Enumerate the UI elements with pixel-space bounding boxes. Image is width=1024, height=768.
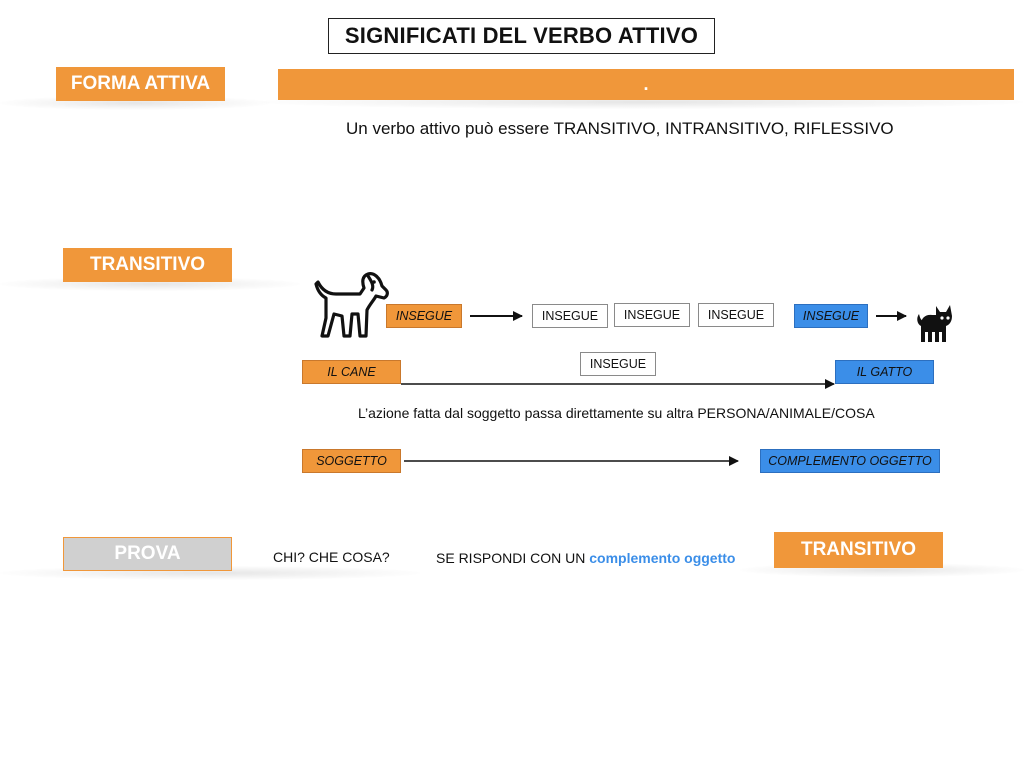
page-title: SIGNIFICATI DEL VERBO ATTIVO bbox=[328, 18, 715, 54]
prova-question: CHI? CHE COSA? bbox=[273, 549, 390, 565]
prova-result: TRANSITIVO bbox=[774, 532, 943, 568]
verb-chip-white-1: INSEGUE bbox=[532, 304, 608, 328]
prova-answer bbox=[436, 550, 735, 566]
forma-attiva-label: FORMA ATTIVA bbox=[56, 67, 225, 101]
soggetto-chip: SOGGETTO bbox=[302, 449, 401, 473]
middle-verb-chip: INSEGUE bbox=[580, 352, 656, 376]
transitivo-explanation: L’azione fatta dal soggetto passa direttamente su altra PERSONA/ANIMALE/COSA bbox=[358, 405, 875, 421]
verb-chip-blue: INSEGUE bbox=[794, 304, 868, 328]
subject-chip: IL CANE bbox=[302, 360, 401, 384]
forma-attiva-bar: . bbox=[278, 69, 1014, 100]
verb-chip-white-3: INSEGUE bbox=[698, 303, 774, 327]
object-chip: IL GATTO bbox=[835, 360, 934, 384]
complemento-oggetto-chip: COMPLEMENTO OGGETTO bbox=[760, 449, 940, 473]
prova-answer-highlight: complemento oggetto bbox=[589, 550, 736, 566]
forma-attiva-description: Un verbo attivo può essere TRANSITIVO, INTRANSITIVO, RIFLESSIVO bbox=[346, 119, 894, 138]
transitivo-label: TRANSITIVO bbox=[63, 248, 232, 282]
verb-chip-orange: INSEGUE bbox=[386, 304, 462, 328]
verb-chip-white-2: INSEGUE bbox=[614, 303, 690, 327]
prova-label: PROVA bbox=[63, 537, 232, 571]
prova-answer-prefix: SE RISPONDI CON UN bbox=[436, 550, 590, 566]
